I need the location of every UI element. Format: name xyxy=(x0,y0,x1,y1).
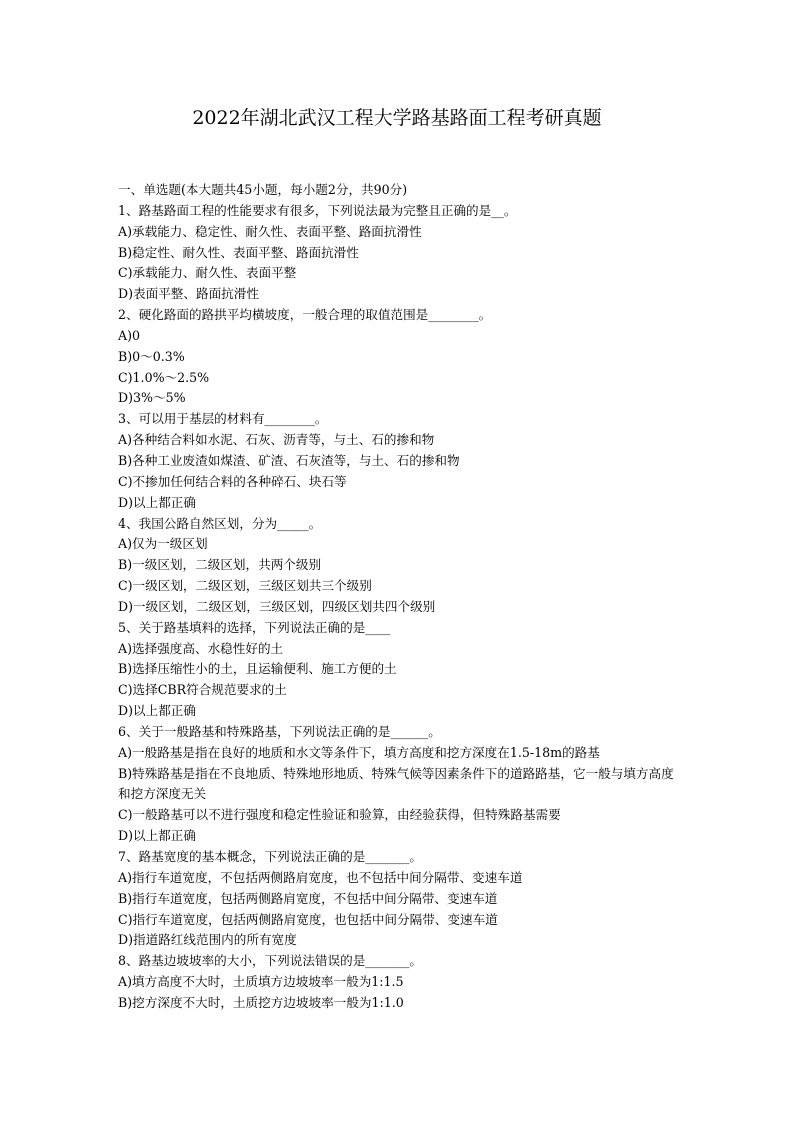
option-c: C)选择CBR符合规范要求的土 xyxy=(118,682,287,698)
option-c: C)不掺加任何结合料的各种碎石、块石等 xyxy=(118,473,347,489)
document-title: 2022年湖北武汉工程大学路基路面工程考研真题 xyxy=(192,107,602,129)
question-stem: 6、关于一般路基和特殊路基，下列说法正确的是______。 xyxy=(118,723,441,739)
question-stem: 4、我国公路自然区划，分为_____。 xyxy=(118,515,322,531)
option-d: D)表面平整、路面抗滑性 xyxy=(118,286,259,302)
option-a: A)仅为一级区划 xyxy=(118,536,208,552)
question-stem: 3、可以用于基层的材料有________。 xyxy=(118,411,328,427)
question-stem: 1、路基路面工程的性能要求有很多，下列说法最为完整且正确的是__。 xyxy=(118,202,517,218)
option-c: C)一般路基可以不进行强度和稳定性验证和验算，由经验获得，但特殊路基需要 xyxy=(118,807,561,823)
option-a: A)填方高度不大时，土质填方边坡坡率一般为1:1.5 xyxy=(118,974,404,990)
option-b: B)特殊路基是指在不良地质、特殊地形地质、特殊气候等因素条件下的道路路基，它一般与填方高度和挖方深度无关 xyxy=(118,765,674,802)
question-stem: 5、关于路基填料的选择，下列说法正确的是____ xyxy=(118,619,391,635)
question-3 xyxy=(118,409,678,513)
question-6 xyxy=(118,722,678,847)
question-stem: 2、硬化路面的路拱平均横坡度，一般合理的取值范围是________。 xyxy=(118,307,492,323)
question-stem: 7、路基宽度的基本概念，下列说法正确的是_______。 xyxy=(118,849,422,864)
option-d: D)以上都正确 xyxy=(118,494,196,510)
option-b: B)稳定性、耐久性、表面平整、路面抗滑性 xyxy=(118,244,359,260)
option-d: D)以上都正确 xyxy=(118,828,196,844)
option-a: A)各种结合料如水泥、石灰、沥青等，与土、石的掺和物 xyxy=(118,432,435,448)
option-b: B)各种工业废渣如煤渣、矿渣、石灰渣等，与土、石的掺和物 xyxy=(118,452,460,468)
option-b: B)选择压缩性小的土，且运输便利、施工方便的土 xyxy=(118,661,397,677)
option-c: C)承载能力、耐久性、表面平整 xyxy=(118,265,297,281)
option-d: D)指道路红线范围内的所有宽度 xyxy=(118,932,297,948)
option-a: A)一般路基是指在良好的地质和水文等条件下，填方高度和挖方深度在1.5-18m的路基 xyxy=(118,744,600,760)
option-c: C)1.0%～2.5% xyxy=(118,369,210,385)
document-body xyxy=(118,180,678,1014)
option-c: C)一级区划，二级区划，三级区划共三个级别 xyxy=(118,578,372,594)
option-b: B)挖方深度不大时，土质挖方边坡坡率一般为1:1.0 xyxy=(118,994,404,1010)
option-d: D)一级区划，二级区划，三级区划，四级区划共四个级别 xyxy=(118,598,436,614)
option-b: B)一级区划，二级区划，共两个级别 xyxy=(118,557,322,573)
question-1 xyxy=(118,201,678,305)
option-a: A)0 xyxy=(118,327,141,343)
question-2 xyxy=(118,305,678,409)
question-8 xyxy=(118,951,678,1014)
option-b: B)指行车道宽度，包括两侧路肩宽度，不包括中间分隔带、变速车道 xyxy=(118,890,498,906)
question-5 xyxy=(118,618,678,722)
option-d: D)以上都正确 xyxy=(118,703,196,719)
section-heading: 一、单选题(本大题共45小题，每小题2分，共90分) xyxy=(118,182,408,197)
option-a: A)选择强度高、水稳性好的土 xyxy=(118,640,284,656)
option-b: B)0～0.3% xyxy=(118,348,185,364)
option-d: D)3%～5% xyxy=(118,390,186,406)
option-a: A)承载能力、稳定性、耐久性、表面平整、路面抗滑性 xyxy=(118,223,422,239)
question-stem: 8、路基边坡坡率的大小，下列说法错误的是_______。 xyxy=(118,953,422,969)
question-4 xyxy=(118,514,678,618)
question-7 xyxy=(118,847,678,951)
option-c: C)指行车道宽度，包括两侧路肩宽度，也包括中间分隔带、变速车道 xyxy=(118,911,498,927)
option-a: A)指行车道宽度，不包括两侧路肩宽度，也不包括中间分隔带、变速车道 xyxy=(118,869,523,885)
